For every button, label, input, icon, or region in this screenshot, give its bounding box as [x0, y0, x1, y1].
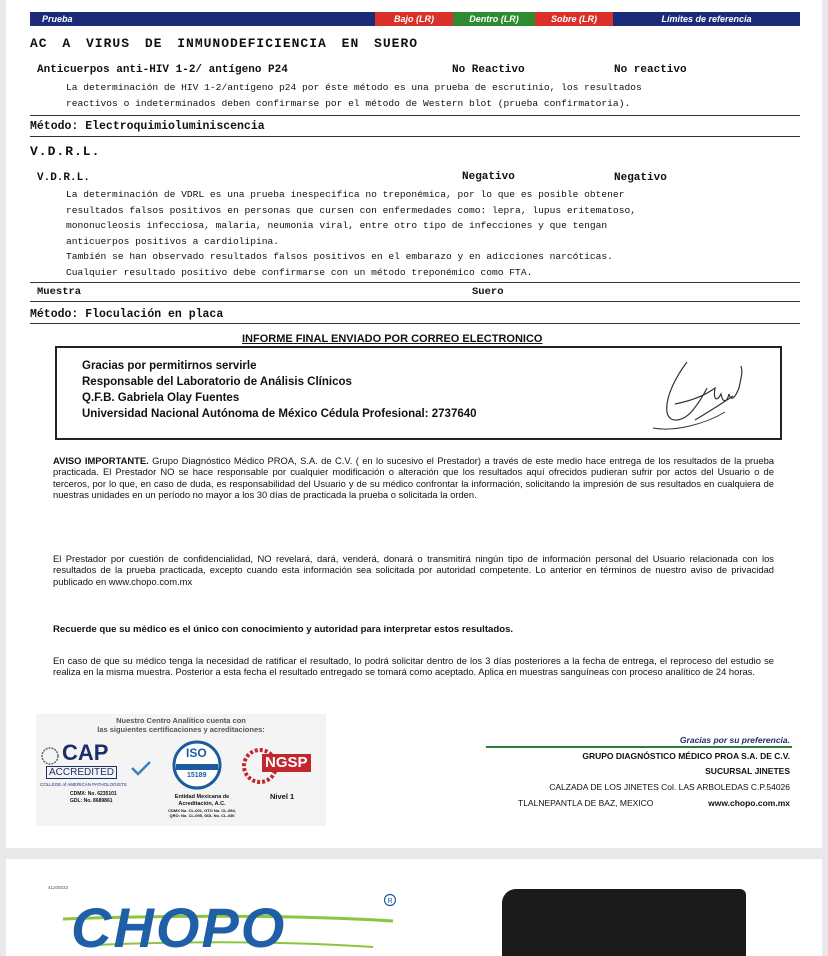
notice-paragraph-1: [53, 455, 774, 501]
ema-line: Acreditación, A.C.: [178, 801, 226, 807]
divider: [30, 323, 800, 324]
handwritten-signature: [635, 348, 755, 434]
signature-box: [55, 346, 782, 440]
cap-college: COLLEGE of AMERICAN PATHOLOGISTS: [40, 782, 127, 787]
results-header-bar: [30, 12, 800, 26]
sample-value: Suero: [472, 286, 504, 298]
header-in-col: Dentro (LR): [453, 12, 535, 26]
cap-number: CDMX: No. 6235101: [70, 791, 117, 797]
cap-number: GDL: No. 8689861: [70, 798, 113, 804]
registered-mark-icon: [383, 893, 397, 907]
report-page-1: [6, 0, 822, 848]
header-test-col: Prueba: [42, 14, 73, 24]
hiv-test-name: Anticuerpos anti-HIV 1-2/ antígeno P24: [37, 64, 288, 76]
vdrl-reference: Negativo: [614, 172, 667, 184]
vdrl-note-line: Cualquier resultado positivo debe confirmarse con un método treponémico como FTA.: [66, 266, 533, 278]
sample-label: Muestra: [37, 286, 82, 298]
notice-paragraph-2: El Prestador por cuestión de confidencialidad, NO revelará, dará, venderá, donará o transmitirá ningún tipo de información personal del Usuario relacionada con los resultados de la prueba practicada, excepto cuando esta información sea solicitada por autoridad competente. Lo anterior en términos de nuestro aviso de privacidad publicado en www.chopo.com.mx: [53, 553, 774, 587]
ema-line: CDMX No. CL-001, GTO No. CL-094,: [168, 808, 236, 813]
ngsp-logo: [242, 748, 322, 818]
header-high-col: Sobre (LR): [535, 12, 613, 26]
report-page-2: [6, 859, 822, 956]
certs-heading-1: Nuestro Centro Analítico cuenta con: [116, 716, 246, 725]
vdrl-note-line: mononucleosis infecciosa, malaria, neumonia viral, entre otro tipo de infecciones y que tengan: [66, 220, 608, 231]
iso-logo: [166, 740, 246, 826]
ema-text: [162, 794, 242, 818]
checkmark-icon: [130, 760, 152, 776]
vdrl-method: Método: Floculación en placa: [30, 308, 224, 321]
notice-paragraph-4: En caso de que su médico tenga la necesidad de ratificar el resultado, lo podrá solicitar dentro de los 3 días posteriores a la fecha de entrega, el reproceso del estudio se realiza en la misma muestra. Posterior a esta fecha el resultado entregado se tomará como aceptado. Aplica en muestras sanguíneas con proceso analítico de 24 horas.: [53, 655, 774, 678]
notice-p1-text: Grupo Diagnóstico Médico PROA, S.A. de C.V. ( en lo sucesivo el Prestador) a través de este medio hace entrega de los resultados de la prueba practicada. El Prestador NO se hace responsable por cualquier modificación o alteración que los resultados aquí ofrecidos pudieran sufrir por actos del Usuario o de terceros, por lo que, en caso de duda, es responsabilidad del Usuario y de su médico confrontar la información, solicitando la impresión de sus resultados en cualquiera de nuestras unidades en un período no mayor a los 30 días de practicada la prueba o solicitada la orden.: [53, 455, 775, 501]
ngsp-level: Nivel 1: [270, 792, 295, 801]
hiv-reference: No reactivo: [614, 64, 687, 76]
divider: [30, 136, 800, 137]
vdrl-note: [66, 187, 636, 280]
redacted-area: [502, 889, 746, 956]
iso-number: 15189: [187, 772, 207, 779]
vdrl-result: Negativo: [462, 171, 515, 183]
header-low-col: Bajo (LR): [375, 12, 453, 26]
footer-divider: [486, 746, 792, 748]
signature-line: Responsable del Laboratorio de Análisis Clínicos: [82, 376, 352, 388]
footer-company: GRUPO DIAGNÓSTICO MÉDICO PROA S.A. DE C.V.: [582, 751, 790, 761]
footer-thanks: Gracias por su preferencia.: [679, 735, 790, 745]
notice-lead: AVISO IMPORTANTE.: [53, 455, 149, 466]
ema-line: Entidad Mexicana de: [174, 794, 230, 800]
divider: [30, 282, 800, 283]
vdrl-note-line: La determinación de VDRL es una prueba inespecifica no treponémica, por lo que es posible obtener: [66, 189, 625, 200]
certs-heading-2: las siguientes certificaciones y acreditaciones:: [97, 725, 265, 734]
vdrl-note-line: resultados falsos positivos en personas que cursen con enfermedades como: lepra, lupus eritematoso,: [66, 204, 636, 216]
vdrl-test-name: V.D.R.L.: [37, 172, 90, 184]
ngsp-word: NGSP: [262, 754, 311, 772]
hiv-note: [66, 80, 642, 111]
hiv-note-line: reactivos o indeterminados deben confirmarse por el método de Western blot (prueba confirmatoria).: [66, 97, 631, 109]
vdrl-note-line: anticuerpos positivos a cardiolipina.: [66, 235, 280, 247]
svg-text:R: R: [387, 898, 393, 905]
cap-numbers: [70, 791, 117, 805]
hiv-note-line: La determinación de HIV 1-2/antígeno p24 por éste método es una prueba de escrutinio, los resultados: [66, 82, 642, 93]
signature-line: Universidad Nacional Autónoma de México Cédula Profesional: 2737640: [82, 408, 477, 420]
footer-address-1: CALZADA DE LOS JINETES Col. LAS ARBOLEDAS C.P.54026: [549, 782, 790, 792]
hiv-result: No Reactivo: [452, 64, 525, 76]
vdrl-note-line: También se han observado resultados falsos positivos en el embarazo y en adicciones narcóticas.: [66, 251, 613, 262]
signature-line: Q.F.B. Gabriela Olay Fuentes: [82, 392, 240, 404]
notice-paragraph-3: Recuerde que su médico es el único con conocimiento y autoridad para interpretar estos resultados.: [53, 624, 514, 635]
divider: [30, 115, 800, 116]
report-title: INFORME FINAL ENVIADO POR CORREO ELECTRONICO: [242, 333, 543, 345]
certifications-panel: [36, 714, 326, 826]
page2-code: 41200033: [48, 885, 69, 890]
header-ref-col: Límites de referencia: [661, 14, 752, 24]
cap-word: CAP: [62, 740, 109, 765]
footer-address-2: TLALNEPANTLA DE BAZ, MEXICO: [518, 798, 654, 808]
hiv-section-title: AC A VIRUS DE INMUNODEFICIENCIA EN SUERO: [30, 36, 419, 51]
iso-word: ISO: [186, 746, 207, 760]
ema-line: QRO: No. CL-095, GDL No. CL-030: [169, 813, 235, 818]
cap-globe-icon: [40, 746, 60, 766]
footer-branch: SUCURSAL JINETES: [705, 766, 790, 776]
signature-line: Gracias por permitirnos servirle: [82, 360, 257, 372]
vdrl-section-title: V.D.R.L.: [30, 144, 101, 159]
divider: [30, 301, 800, 302]
chopo-logo-word: CHOPO: [71, 896, 287, 956]
signature-lines: [82, 358, 477, 422]
hiv-method: Método: Electroquimioluminiscencia: [30, 120, 265, 133]
footer-website: www.chopo.com.mx: [708, 798, 790, 808]
cap-accredited: ACCREDITED: [46, 766, 117, 779]
chopo-logo: [53, 893, 397, 956]
